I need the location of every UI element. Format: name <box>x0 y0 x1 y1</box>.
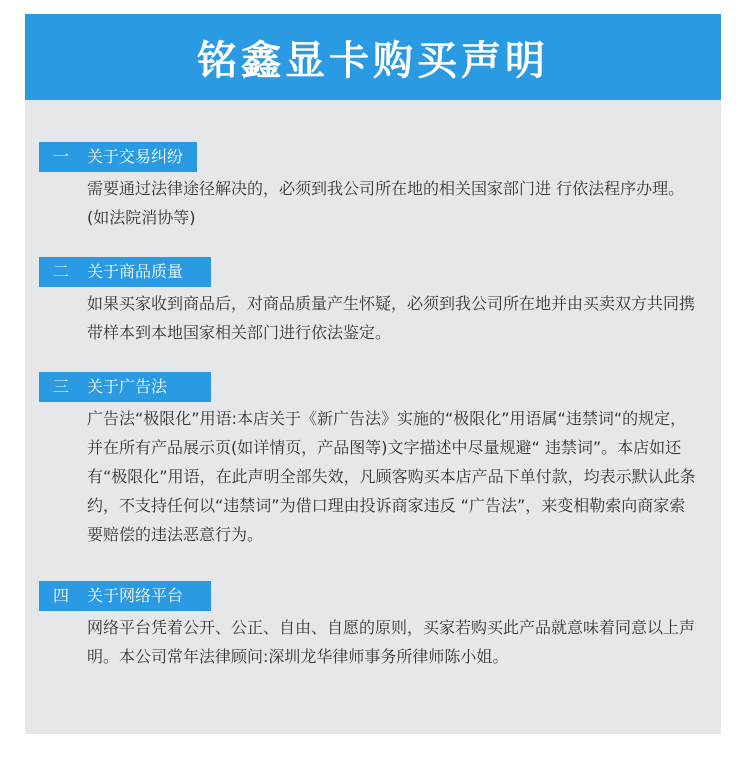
section-number: 二 <box>53 262 70 281</box>
section-text: 网络平台凭着公开、公正、自由、自愿的原则，买家若购买此产品就意味着同意以上声明。本公司常年法律顾问:深圳龙华律师事务所律师陈小姐。 <box>87 618 696 666</box>
section-advertising-law <box>39 372 697 549</box>
page-header <box>25 14 721 100</box>
section-text: 广告法“极限化”用语:本店关于《新广告法》实施的“极限化”用语属“违禁词“的规定，并在所有产品展示页(如详情页，产品图等)文字描述中尽量规避“ 违禁词”。本店如还有“极限化”用语，在此声明全部失效，凡顾客购买本店产品下单付款，均表示默认此条约，不支持任何以“违禁词”为借口理由投诉商家违反 “广告法”，来变相勒索向商家索要赔偿的违法恶意行为。 <box>87 409 696 544</box>
section-label <box>39 142 197 172</box>
section-number: 一 <box>53 147 70 166</box>
section-title: 关于交易纠纷 <box>87 147 184 166</box>
section-text: 如果买家收到商品后，对商品质量产生怀疑，必须到我公司所在地并由买卖双方共同携带样本到本地国家相关部门进行依法鉴定。 <box>87 294 696 342</box>
section-title: 关于网络平台 <box>87 586 184 605</box>
section-number: 三 <box>53 377 70 396</box>
section-label <box>39 581 211 611</box>
section-text: 需要通过法律途径解决的，必须到我公司所在地的相关国家部门进 行依法程序办理。(如法院消协等) <box>87 179 685 227</box>
section-product-quality <box>39 257 697 347</box>
section-label <box>39 372 211 402</box>
section-title: 关于广告法 <box>87 377 168 396</box>
page-title: 铭鑫显卡购买声明 <box>197 37 549 84</box>
section-body <box>87 404 697 549</box>
section-online-platform <box>39 581 697 671</box>
statement-panel <box>25 100 721 734</box>
section-trade-disputes <box>39 142 697 232</box>
section-title: 关于商品质量 <box>87 262 184 281</box>
section-body <box>87 613 697 671</box>
section-number: 四 <box>53 586 70 605</box>
section-body <box>87 174 697 232</box>
section-body <box>87 289 697 347</box>
section-label <box>39 257 211 287</box>
